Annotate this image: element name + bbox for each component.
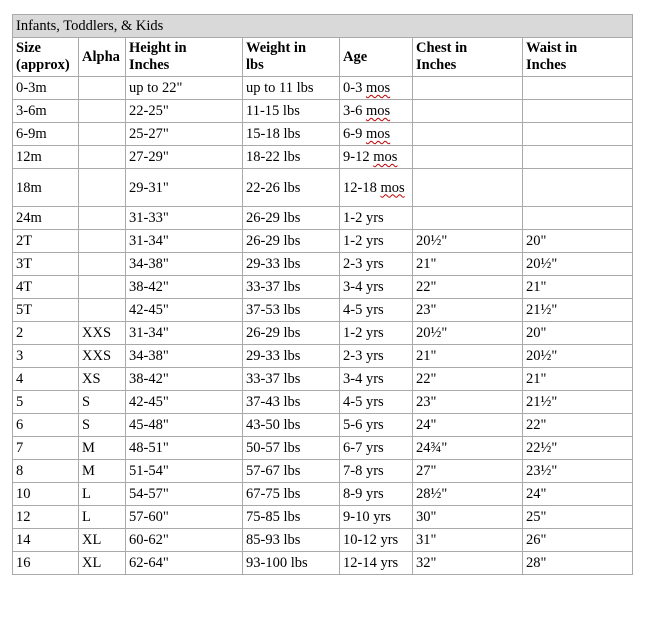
header-age: Age: [340, 38, 413, 77]
cell-age: [340, 146, 413, 169]
age-range: 1-2: [343, 233, 363, 249]
cell-height: up to 22": [126, 77, 243, 100]
cell-weight: 43-50 lbs: [243, 414, 340, 437]
cell-weight: 15-18 lbs: [243, 123, 340, 146]
cell-height: 57-60": [126, 506, 243, 529]
cell-chest: 22": [413, 368, 523, 391]
cell-chest: 21": [413, 345, 523, 368]
age-range: 0-3: [343, 80, 363, 96]
cell-age: [340, 552, 413, 575]
cell-weight: 33-37 lbs: [243, 368, 340, 391]
cell-height: 31-33": [126, 207, 243, 230]
cell-age: [340, 100, 413, 123]
cell-alpha: M: [79, 460, 126, 483]
table-row: [13, 506, 633, 529]
cell-weight: 57-67 lbs: [243, 460, 340, 483]
table-row: [13, 483, 633, 506]
table-row: [13, 414, 633, 437]
table-row: [13, 169, 633, 207]
cell-height: 62-64": [126, 552, 243, 575]
cell-waist: 20½": [523, 345, 633, 368]
cell-weight: 29-33 lbs: [243, 253, 340, 276]
cell-height: 34-38": [126, 253, 243, 276]
cell-size: 0-3m: [13, 77, 79, 100]
cell-alpha: [79, 230, 126, 253]
table-row: [13, 322, 633, 345]
cell-chest: 20½": [413, 322, 523, 345]
cell-chest: 27": [413, 460, 523, 483]
cell-waist: 21½": [523, 299, 633, 322]
cell-waist: 28": [523, 552, 633, 575]
cell-alpha: S: [79, 414, 126, 437]
cell-age: [340, 345, 413, 368]
age-range: 6-7: [343, 440, 363, 456]
cell-waist: [523, 169, 633, 207]
cell-height: 29-31": [126, 169, 243, 207]
cell-alpha: XXS: [79, 322, 126, 345]
table-row: [13, 253, 633, 276]
cell-height: 51-54": [126, 460, 243, 483]
cell-height: 27-29": [126, 146, 243, 169]
cell-height: 60-62": [126, 529, 243, 552]
cell-height: 48-51": [126, 437, 243, 460]
cell-height: 31-34": [126, 322, 243, 345]
age-range: 6-9: [343, 126, 363, 142]
cell-alpha: [79, 299, 126, 322]
cell-weight: 11-15 lbs: [243, 100, 340, 123]
cell-height: 54-57": [126, 483, 243, 506]
cell-alpha: L: [79, 506, 126, 529]
table-row: [13, 552, 633, 575]
age-range: 3-6: [343, 103, 363, 119]
cell-weight: 33-37 lbs: [243, 276, 340, 299]
header-waist: Waist in Inches: [523, 38, 633, 77]
cell-waist: [523, 146, 633, 169]
cell-chest: 28½": [413, 483, 523, 506]
cell-chest: 23": [413, 391, 523, 414]
cell-alpha: XXS: [79, 345, 126, 368]
cell-waist: [523, 207, 633, 230]
age-range: 1-2: [343, 210, 363, 226]
cell-size: 5T: [13, 299, 79, 322]
table-row: [13, 276, 633, 299]
cell-size: 14: [13, 529, 79, 552]
cell-size: 18m: [13, 169, 79, 207]
cell-age: [340, 276, 413, 299]
age-unit: yrs: [365, 279, 384, 295]
cell-alpha: XS: [79, 368, 126, 391]
age-range: 4-5: [343, 302, 363, 318]
table-row: [13, 368, 633, 391]
cell-waist: 22": [523, 414, 633, 437]
cell-chest: 24¾": [413, 437, 523, 460]
cell-size: 6-9m: [13, 123, 79, 146]
cell-weight: up to 11 lbs: [243, 77, 340, 100]
cell-waist: 24": [523, 483, 633, 506]
age-unit: mos: [373, 149, 398, 165]
cell-size: 8: [13, 460, 79, 483]
cell-size: 4: [13, 368, 79, 391]
cell-size: 12: [13, 506, 79, 529]
size-chart-table: [12, 14, 633, 575]
table-row: [13, 100, 633, 123]
cell-age: [340, 506, 413, 529]
cell-weight: 18-22 lbs: [243, 146, 340, 169]
table-row: [13, 299, 633, 322]
cell-height: 25-27": [126, 123, 243, 146]
cell-age: [340, 391, 413, 414]
age-unit: mos: [365, 80, 391, 96]
cell-weight: 85-93 lbs: [243, 529, 340, 552]
cell-weight: 93-100 lbs: [243, 552, 340, 575]
cell-waist: 20½": [523, 253, 633, 276]
cell-alpha: M: [79, 437, 126, 460]
age-unit: yrs: [365, 440, 384, 456]
cell-chest: 30": [413, 506, 523, 529]
cell-size: 2T: [13, 230, 79, 253]
cell-weight: 50-57 lbs: [243, 437, 340, 460]
age-range: 3-4: [343, 279, 363, 295]
cell-age: [340, 253, 413, 276]
table-row: [13, 230, 633, 253]
cell-height: 34-38": [126, 345, 243, 368]
age-range: 9-10: [343, 509, 370, 525]
cell-size: 3: [13, 345, 79, 368]
cell-chest: 24": [413, 414, 523, 437]
cell-waist: 22½": [523, 437, 633, 460]
cell-age: [340, 322, 413, 345]
age-range: 9-12: [343, 149, 370, 165]
age-unit: yrs: [365, 325, 384, 341]
age-unit: yrs: [365, 210, 384, 226]
cell-age: [340, 368, 413, 391]
cell-size: 5: [13, 391, 79, 414]
table-row: [13, 146, 633, 169]
cell-chest: [413, 169, 523, 207]
cell-chest: 23": [413, 299, 523, 322]
age-unit: mos: [365, 126, 391, 142]
cell-height: 42-45": [126, 299, 243, 322]
age-range: 2-3: [343, 348, 363, 364]
age-range: 8-9: [343, 486, 363, 502]
cell-age: [340, 529, 413, 552]
age-unit: yrs: [365, 348, 384, 364]
age-unit: yrs: [365, 463, 384, 479]
header-height: Height in Inches: [126, 38, 243, 77]
cell-age: [340, 207, 413, 230]
cell-waist: 26": [523, 529, 633, 552]
cell-height: 38-42": [126, 276, 243, 299]
age-range: 4-5: [343, 394, 363, 410]
cell-size: 7: [13, 437, 79, 460]
cell-chest: 20½": [413, 230, 523, 253]
cell-size: 10: [13, 483, 79, 506]
table-row: [13, 207, 633, 230]
cell-chest: [413, 100, 523, 123]
table-row: [13, 460, 633, 483]
cell-height: 22-25": [126, 100, 243, 123]
cell-alpha: XL: [79, 552, 126, 575]
age-unit: yrs: [365, 417, 384, 433]
cell-age: [340, 169, 413, 207]
cell-weight: 37-53 lbs: [243, 299, 340, 322]
cell-alpha: [79, 100, 126, 123]
table-title: Infants, Toddlers, & Kids: [13, 15, 633, 38]
cell-alpha: [79, 207, 126, 230]
cell-alpha: [79, 253, 126, 276]
table-row: [13, 529, 633, 552]
age-unit: yrs: [365, 233, 384, 249]
age-range: 3-4: [343, 371, 363, 387]
cell-alpha: [79, 77, 126, 100]
age-range: 12-18: [343, 179, 377, 196]
age-unit: yrs: [365, 394, 384, 410]
cell-age: [340, 123, 413, 146]
cell-waist: [523, 77, 633, 100]
cell-chest: 32": [413, 552, 523, 575]
cell-size: 3T: [13, 253, 79, 276]
cell-age: [340, 414, 413, 437]
cell-chest: [413, 207, 523, 230]
cell-alpha: XL: [79, 529, 126, 552]
age-range: 5-6: [343, 417, 363, 433]
age-unit: yrs: [365, 302, 384, 318]
table-body: [13, 77, 633, 575]
cell-weight: 75-85 lbs: [243, 506, 340, 529]
cell-alpha: S: [79, 391, 126, 414]
table-row: [13, 345, 633, 368]
cell-weight: 29-33 lbs: [243, 345, 340, 368]
cell-chest: 31": [413, 529, 523, 552]
table-row: [13, 77, 633, 100]
cell-chest: 22": [413, 276, 523, 299]
cell-size: 6: [13, 414, 79, 437]
cell-size: 4T: [13, 276, 79, 299]
cell-alpha: [79, 169, 126, 207]
cell-age: [340, 299, 413, 322]
cell-chest: [413, 146, 523, 169]
cell-waist: 21½": [523, 391, 633, 414]
cell-age: [340, 230, 413, 253]
age-unit: yrs: [380, 555, 399, 571]
cell-alpha: [79, 123, 126, 146]
cell-height: 45-48": [126, 414, 243, 437]
cell-age: [340, 77, 413, 100]
age-range: 2-3: [343, 256, 363, 272]
age-range: 1-2: [343, 325, 363, 341]
cell-weight: 26-29 lbs: [243, 230, 340, 253]
cell-weight: 22-26 lbs: [243, 169, 340, 207]
age-range: 7-8: [343, 463, 363, 479]
cell-alpha: [79, 146, 126, 169]
age-unit: mos: [365, 103, 391, 119]
cell-waist: [523, 100, 633, 123]
age-unit: yrs: [380, 532, 399, 548]
age-unit: mos: [380, 179, 405, 196]
cell-waist: 20": [523, 230, 633, 253]
age-unit: yrs: [365, 486, 384, 502]
table-row: [13, 123, 633, 146]
cell-height: 38-42": [126, 368, 243, 391]
age-unit: yrs: [365, 256, 384, 272]
age-unit: yrs: [365, 371, 384, 387]
cell-chest: [413, 77, 523, 100]
header-size: Size (approx): [13, 38, 79, 77]
age-range: 10-12: [343, 532, 377, 548]
cell-weight: 26-29 lbs: [243, 322, 340, 345]
cell-size: 24m: [13, 207, 79, 230]
cell-size: 2: [13, 322, 79, 345]
header-row: [13, 38, 633, 77]
cell-alpha: [79, 276, 126, 299]
cell-age: [340, 460, 413, 483]
cell-waist: 20": [523, 322, 633, 345]
cell-waist: 21": [523, 368, 633, 391]
header-alpha: Alpha: [79, 38, 126, 77]
cell-size: 3-6m: [13, 100, 79, 123]
cell-height: 31-34": [126, 230, 243, 253]
cell-chest: [413, 123, 523, 146]
age-range: 12-14: [343, 555, 377, 571]
header-weight: Weight in lbs: [243, 38, 340, 77]
cell-weight: 37-43 lbs: [243, 391, 340, 414]
cell-waist: 23½": [523, 460, 633, 483]
cell-alpha: L: [79, 483, 126, 506]
cell-size: 12m: [13, 146, 79, 169]
cell-chest: 21": [413, 253, 523, 276]
cell-weight: 26-29 lbs: [243, 207, 340, 230]
table-row: [13, 437, 633, 460]
header-chest: Chest in Inches: [413, 38, 523, 77]
cell-weight: 67-75 lbs: [243, 483, 340, 506]
cell-waist: 21": [523, 276, 633, 299]
cell-waist: 25": [523, 506, 633, 529]
cell-age: [340, 437, 413, 460]
cell-size: 16: [13, 552, 79, 575]
table-row: [13, 391, 633, 414]
age-unit: yrs: [373, 509, 391, 525]
cell-age: [340, 483, 413, 506]
cell-height: 42-45": [126, 391, 243, 414]
cell-waist: [523, 123, 633, 146]
